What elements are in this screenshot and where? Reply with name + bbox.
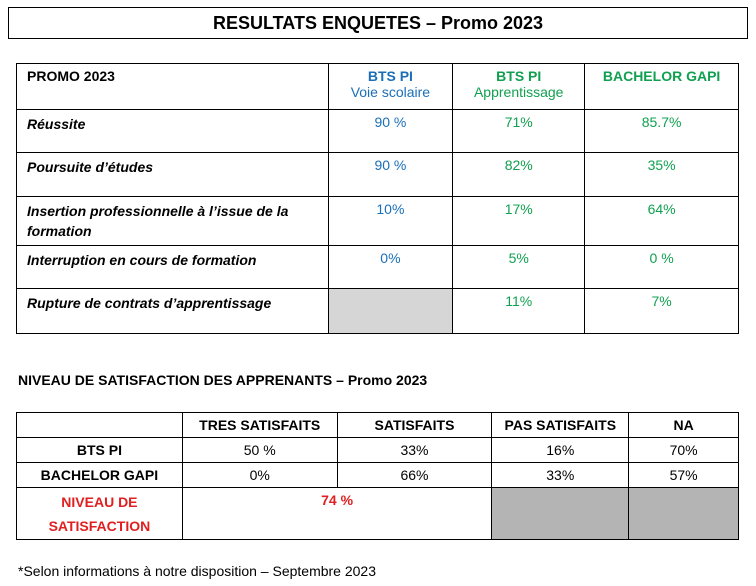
col-name: BACHELOR GAPI xyxy=(602,68,721,84)
cell-value: 70% xyxy=(629,438,739,463)
total-value: 74 % xyxy=(182,488,492,540)
table-row xyxy=(17,246,739,289)
cell-value: 66% xyxy=(337,463,492,488)
col-sub: Apprentissage xyxy=(473,84,564,100)
table-row xyxy=(17,438,739,463)
empty-cell xyxy=(629,488,739,540)
row-label: Réussite xyxy=(17,110,329,153)
cell-value: 57% xyxy=(629,463,739,488)
cell-value: 0% xyxy=(182,463,337,488)
results-col-bachelor xyxy=(585,64,739,110)
cell-value: 0 % xyxy=(585,246,739,289)
results-header-row xyxy=(17,64,739,110)
cell-value: 90 % xyxy=(328,110,453,153)
row-label: Interruption en cours de formation xyxy=(17,246,329,289)
col-header: NA xyxy=(629,413,739,438)
page-title: RESULTATS ENQUETES – Promo 2023 xyxy=(8,7,748,39)
col-header: TRES SATISFAITS xyxy=(182,413,337,438)
total-label xyxy=(17,488,183,540)
total-label-line2: SATISFACTION xyxy=(48,517,151,534)
cell-value: 35% xyxy=(585,153,739,197)
row-label: Insertion professionnelle à l’issue de la formation xyxy=(17,197,329,246)
cell-value: 64% xyxy=(585,197,739,246)
results-col-bts-scolaire xyxy=(328,64,453,110)
table-row xyxy=(17,197,739,246)
satisfaction-table xyxy=(16,412,739,540)
table-row xyxy=(17,110,739,153)
results-table xyxy=(16,63,739,334)
cell-value: 85.7% xyxy=(585,110,739,153)
empty-cell xyxy=(492,488,629,540)
cell-value: 33% xyxy=(337,438,492,463)
col-header: PAS SATISFAITS xyxy=(492,413,629,438)
row-label: BACHELOR GAPI xyxy=(17,463,183,488)
cell-value: 82% xyxy=(453,153,585,197)
row-label: Rupture de contrats d’apprentissage xyxy=(17,289,329,334)
empty-corner xyxy=(17,413,183,438)
col-name: BTS PI xyxy=(367,68,413,84)
cell-value: 90 % xyxy=(328,153,453,197)
cell-value: 11% xyxy=(453,289,585,334)
table-row xyxy=(17,289,739,334)
cell-value: 16% xyxy=(492,438,629,463)
cell-value: 10% xyxy=(328,197,453,246)
cell-value: 5% xyxy=(453,246,585,289)
cell-value: 0% xyxy=(328,246,453,289)
table-row xyxy=(17,153,739,197)
col-header: SATISFAITS xyxy=(337,413,492,438)
results-col-bts-apprentissage xyxy=(453,64,585,110)
satisfaction-title: NIVEAU DE SATISFACTION DES APPRENANTS – Promo 2023 xyxy=(18,372,428,388)
footnote: *Selon informations à notre disposition – Septembre 2023 xyxy=(18,563,376,579)
cell-value: 71% xyxy=(453,110,585,153)
cell-value: 17% xyxy=(453,197,585,246)
table-row xyxy=(17,463,739,488)
satisfaction-total-row xyxy=(17,488,739,540)
total-label-line1: NIVEAU DE xyxy=(61,493,138,510)
cell-value: 7% xyxy=(585,289,739,334)
col-sub: Voie scolaire xyxy=(350,84,431,100)
results-header-label: PROMO 2023 xyxy=(17,64,329,110)
cell-value: 50 % xyxy=(182,438,337,463)
row-label: Poursuite d’études xyxy=(17,153,329,197)
row-label: BTS PI xyxy=(17,438,183,463)
col-name: BTS PI xyxy=(496,68,542,84)
empty-cell xyxy=(328,289,453,334)
satisfaction-header-row xyxy=(17,413,739,438)
cell-value: 33% xyxy=(492,463,629,488)
